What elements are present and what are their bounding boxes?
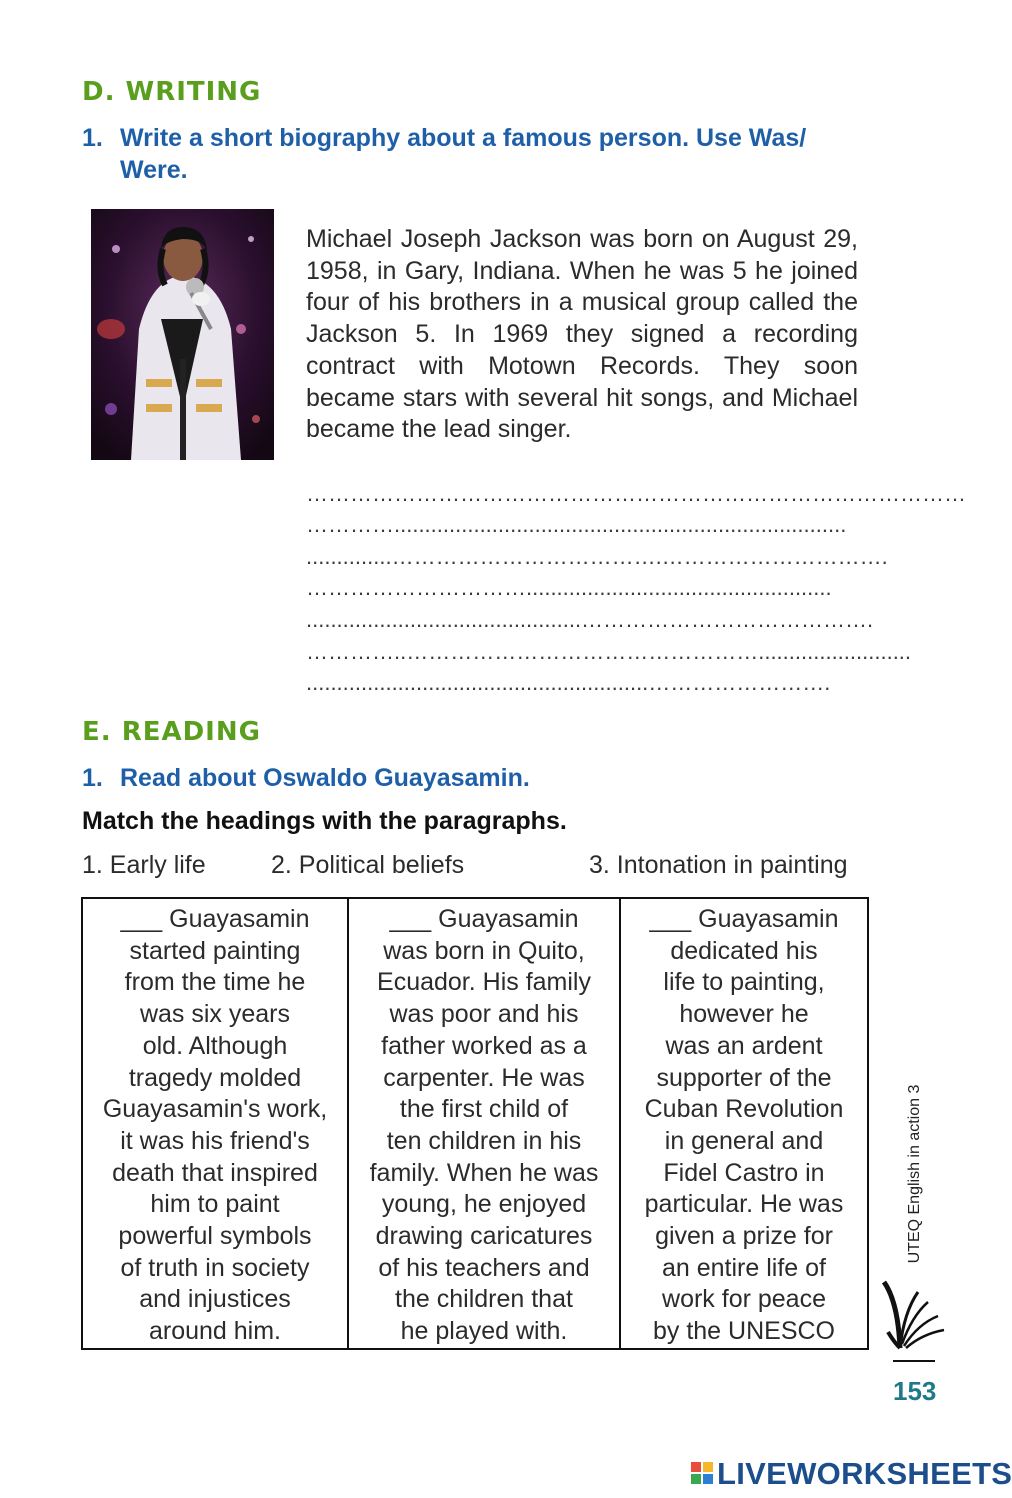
paragraph-line: powerful symbols	[118, 1222, 312, 1251]
paragraph-line: an entire life of	[662, 1253, 826, 1282]
writing-task-line2: Were.	[120, 156, 188, 184]
open-book-icon	[878, 1272, 950, 1352]
reading-task	[82, 762, 902, 794]
writing-line[interactable]: ..............……………………………….………………………….	[306, 544, 888, 569]
paragraph-line: and injustices	[139, 1285, 291, 1314]
paragraph-line: by the UNESCO	[652, 1317, 835, 1346]
writing-line[interactable]: …………………………..................................................	[306, 575, 832, 600]
reading-task-text: Read about Oswaldo Guayasamin.	[120, 764, 530, 792]
section-e-title: E. READING	[82, 717, 261, 747]
paragraph-line: of truth in society	[120, 1253, 310, 1282]
paragraph-line: Ecuador. His family	[377, 968, 591, 997]
paragraph-line: was born in Quito,	[383, 936, 585, 965]
paragraph-line: however he	[679, 1000, 809, 1029]
paragraph-cell-2	[348, 898, 620, 1349]
heading-political-beliefs: 2. Political beliefs	[271, 851, 465, 879]
paragraph-line: of his teachers and	[378, 1253, 590, 1282]
reading-task-number: 1.	[82, 764, 103, 792]
biography-text: Michael Joseph Jackson was born on August 29, 1958, in Gary, Indiana. When he was 5 he joined four of his brothers in a musical group called the Jackson 5. In 1969 they signed a recording contract with Motown Records. They soon became stars with several hit songs, and Michael became the lead singer.	[306, 225, 858, 444]
paragraph-line: around him.	[148, 1317, 282, 1346]
paragraph-line: tragedy molded	[128, 1063, 302, 1092]
paragraph-line: Guayasamin's work,	[102, 1095, 328, 1124]
paragraph-line: he played with.	[400, 1317, 568, 1346]
writing-line[interactable]: ………………………………………………………………………………	[306, 481, 966, 506]
paragraph-line: old. Although	[142, 1031, 288, 1060]
paragraph-line: the children that	[395, 1285, 573, 1314]
paragraph-line: Fidel Castro in	[663, 1158, 825, 1187]
paragraph-line: the first child of	[399, 1095, 569, 1124]
paragraph-line: young, he enjoyed	[381, 1190, 587, 1219]
paragraph-line: supporter of the	[656, 1063, 832, 1092]
liveworksheets-brand[interactable]: LIVEWORKSHEETS	[717, 1456, 1012, 1491]
paragraph-table	[81, 897, 869, 1350]
paragraph-line: was poor and his	[389, 1000, 579, 1029]
paragraph-line[interactable]: ___ Guayasamin	[389, 905, 579, 933]
match-instruction: Match the headings with the paragraphs.	[82, 807, 567, 835]
paragraph-line: from the time he	[124, 968, 306, 997]
performer-image	[91, 209, 274, 460]
paragraph-line: it was his friend's	[120, 1126, 310, 1155]
paragraph-line: started painting	[129, 936, 301, 965]
paragraph-line: carpenter. He was	[383, 1063, 585, 1092]
michael-jackson-photo	[91, 209, 274, 460]
section-d-title: D. WRITING	[82, 77, 262, 107]
writing-task-line1: Write a short biography about a famous person. Use Was/	[120, 124, 807, 152]
paragraph-line: death that inspired	[112, 1158, 318, 1187]
paragraph-line: in general and	[664, 1126, 824, 1155]
page-number: 153	[893, 1376, 937, 1406]
liveworksheets-logo-icon	[691, 1462, 713, 1484]
writing-line[interactable]: ........................................................…………………….	[306, 670, 831, 695]
paragraph-line: father worked as a	[381, 1031, 587, 1060]
paragraph-line[interactable]: ___ Guayasamin	[120, 905, 310, 933]
heading-intonation-painting: 3. Intonation in painting	[589, 851, 848, 879]
page-number-rule	[893, 1360, 935, 1362]
heading-early-life: 1. Early life	[82, 851, 206, 879]
paragraph-cell-1	[82, 898, 348, 1349]
writing-task-number: 1.	[82, 124, 103, 152]
paragraph-line: work for peace	[662, 1285, 826, 1314]
book-series-label	[905, 1075, 925, 1275]
writing-line[interactable]: …………..………………………………………….........................	[306, 639, 912, 664]
writing-line[interactable]: …………..........................................................................	[306, 512, 847, 537]
paragraph-line: him to paint	[150, 1190, 280, 1219]
writing-line[interactable]: .............................................………………………………….	[306, 607, 874, 632]
paragraph-line: was six years	[139, 1000, 291, 1029]
paragraph-line[interactable]: ___ Guayasamin	[649, 905, 839, 933]
writing-task	[82, 122, 902, 186]
paragraph-line: given a prize for	[655, 1222, 833, 1251]
paragraph-line: family. When he was	[369, 1158, 599, 1187]
paragraph-line: Cuban Revolution	[644, 1095, 844, 1124]
paragraph-line: life to painting,	[663, 968, 825, 997]
paragraph-line: particular. He was	[644, 1190, 844, 1219]
paragraph-line: ten children in his	[386, 1126, 582, 1155]
paragraph-cell-3	[620, 898, 868, 1349]
paragraph-line: drawing caricatures	[375, 1222, 593, 1251]
paragraph-line: dedicated his	[670, 936, 818, 965]
paragraph-line: was an ardent	[665, 1031, 823, 1060]
book-series-text: UTEQ English in action 3	[906, 1084, 923, 1264]
